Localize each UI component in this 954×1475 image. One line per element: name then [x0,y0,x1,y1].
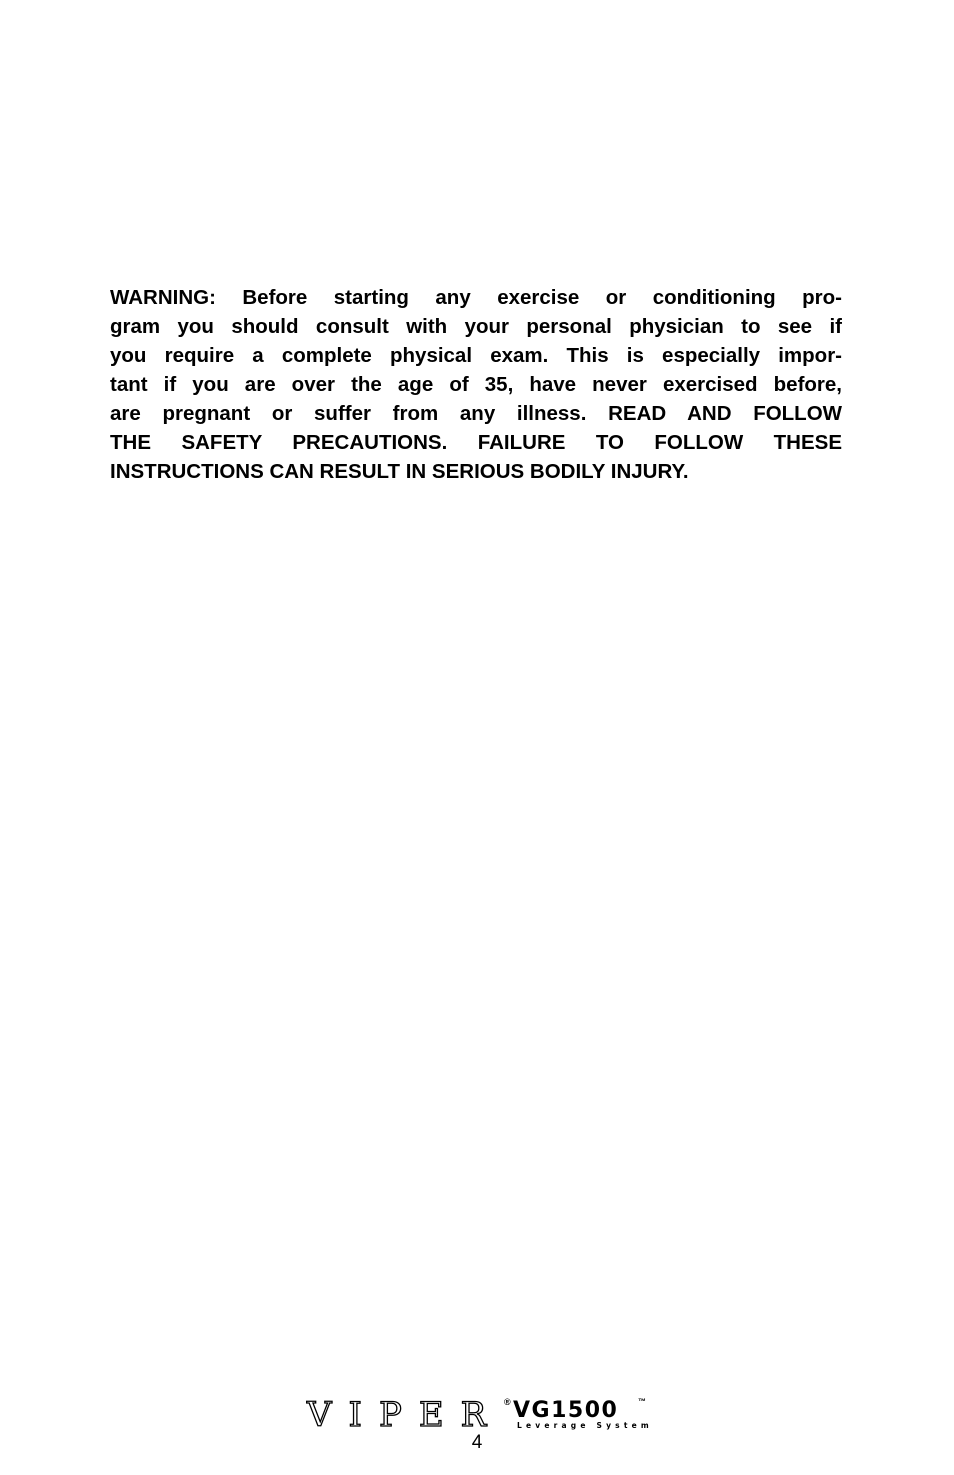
warning-line-4: tant if you are over the age of 35, have never exercised before, [110,373,842,396]
logo-registered-mark: ® [504,1397,511,1407]
warning-line-3: you require a complete physical exam. This is especially impor- [110,344,842,367]
warning-line-5: are pregnant or suffer from any illness. READ AND FOLLOW [110,402,842,425]
warning-line-6: THE SAFETY PRECAUTIONS. FAILURE TO FOLLOW THESE [110,431,842,454]
warning-line-7: INSTRUCTIONS CAN RESULT IN SERIOUS BODILY INJURY. [110,460,689,483]
warning-line-1: WARNING: Before starting any exercise or conditioning pro- [110,286,842,309]
logo-model-text: VG1500 [513,1398,619,1423]
logo-tagline-text: Leverage System [517,1421,653,1430]
warning-line-2: gram you should consult with your personal physician to see if [110,315,842,338]
page-number: 4 [471,1432,483,1453]
viper-vg1500-logo [305,1392,655,1432]
logo-trademark: ™ [638,1397,646,1406]
logo-brand-text: VIPER [307,1395,504,1432]
logo-graphic [305,1392,655,1432]
warning-paragraph [110,283,842,486]
